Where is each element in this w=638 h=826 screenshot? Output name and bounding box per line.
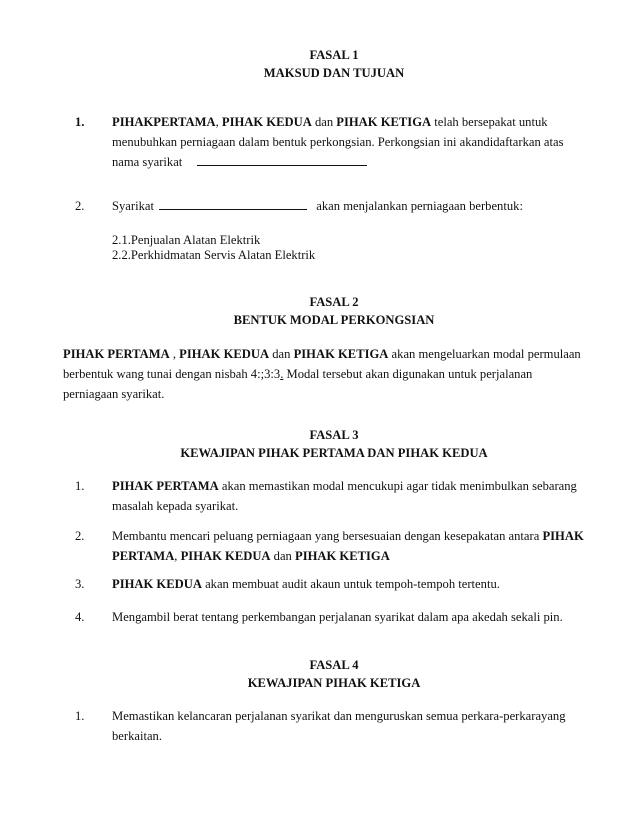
paragraph-text-line-3: perniagaan syarikat. (63, 387, 165, 401)
item-body: Mengambil berat tentang perkembangan perjalanan syarikat dalam apa akedah sekali pin. (112, 610, 563, 624)
company-name-blank (159, 198, 307, 210)
item-text-line-2: menubuhkan perniagaan dalam bentuk perkongsian. Perkongsian ini akandidaftarkan atas (112, 135, 564, 149)
fasal-4-subtitle: KEWAJIPAN PIHAK KETIGA (247, 676, 421, 690)
conjunction: dan (269, 347, 294, 361)
separator: , (169, 347, 180, 361)
item-text: akan membuat audit akaun untuk tempoh-tempoh tertentu. (201, 577, 500, 591)
underlined-period: . (280, 367, 284, 381)
fasal-2-title: FASAL 2 (309, 295, 359, 309)
item-prefix: Syarikat (112, 199, 154, 213)
item-text: akan memastikan modal mencukupi agar tidak menimbulkan sebarang (218, 479, 577, 493)
item-text: Membantu mencari peluang perniagaan yang bersesuaian dengan kesepakatan antara (112, 529, 543, 543)
party-1-name: PIHAK PERTAMA (112, 479, 219, 493)
item-body (112, 574, 612, 594)
sub-item-2-1: 2.1.Penjualan Alatan Elektrik (112, 233, 261, 247)
item-number: 4. (75, 610, 85, 624)
fasal-3-title: FASAL 3 (309, 428, 359, 442)
party-word: PIHAK (542, 529, 584, 543)
item-text-line-1: Memastikan kelancaran perjalanan syarikat dan menguruskan semua perkara-perkarayang (112, 709, 566, 723)
item-text: telah bersepakat untuk (431, 115, 548, 129)
party-2-name: PIHAK KEDUA (221, 115, 312, 129)
item-suffix: akan menjalankan perniagaan berbentuk: (316, 199, 523, 213)
fasal-2-subtitle: BENTUK MODAL PERKONGSIAN (233, 313, 435, 327)
item-number: 1. (75, 479, 85, 493)
party-3-name: PIHAK KETIGA (293, 347, 389, 361)
party-3-name: PIHAK KETIGA (336, 115, 432, 129)
item-body (112, 112, 612, 172)
item-body (112, 196, 612, 216)
sub-item-2-2: 2.2.Perkhidmatan Servis Alatan Elektrik (112, 248, 316, 262)
separator: , (215, 115, 222, 129)
fasal-1-heading (0, 46, 638, 82)
paragraph-text-line-2b: Modal tersebut akan digunakan untuk perjalanan (283, 367, 533, 381)
conjunction: dan (311, 115, 337, 129)
item-text-line-3: nama syarikat (112, 155, 183, 169)
item-text-line-2: berkaitan. (112, 729, 162, 743)
paragraph-text: akan mengeluarkan modal permulaan (388, 347, 581, 361)
item-body (112, 526, 612, 566)
item-body (112, 476, 612, 516)
conjunction: dan (270, 549, 295, 563)
item-number: 1. (75, 709, 85, 723)
fasal-3-subtitle: KEWAJIPAN PIHAK PERTAMA DAN PIHAK KEDUA (180, 446, 488, 460)
company-name-blank (197, 154, 367, 166)
separator: , (174, 549, 181, 563)
item-number: 3. (75, 577, 85, 591)
paragraph-text-line-2a: berbentuk wang tunai dengan nisbah 4:;3:3 (63, 367, 281, 381)
party-1-name: PIHAK PERTAMA (63, 347, 170, 361)
fasal-1-title: FASAL 1 (309, 48, 359, 62)
item-text-line-2: masalah kepada syarikat. (112, 499, 239, 513)
fasal-2-paragraph (63, 344, 603, 404)
item-number: 2. (75, 199, 85, 213)
item-number: 1. (75, 115, 85, 129)
fasal-1-subtitle: MAKSUD DAN TUJUAN (263, 66, 405, 80)
party-2-name: PIHAK KEDUA (179, 347, 270, 361)
fasal-4-heading (0, 656, 638, 692)
fasal-2-heading (0, 293, 638, 329)
item-number: 2. (75, 529, 85, 543)
party-3-name: PIHAK KETIGA (295, 549, 390, 563)
item-body (112, 706, 612, 746)
fasal-3-heading (0, 426, 638, 462)
party-1-name: PIHAKPERTAMA (112, 115, 216, 129)
party-2-name: PIHAK KEDUA (112, 577, 202, 591)
fasal-4-title: FASAL 4 (309, 658, 359, 672)
party-2-name: PIHAK KEDUA (180, 549, 271, 563)
party-word: PERTAMA (112, 549, 175, 563)
